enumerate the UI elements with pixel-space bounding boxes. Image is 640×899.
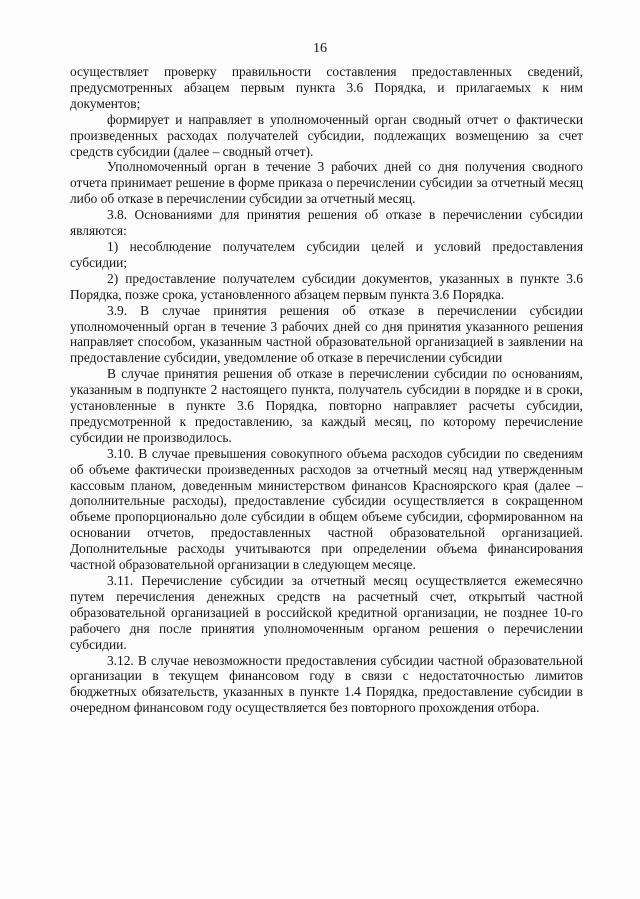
paragraph: 3.10. В случае превышения совокупного объема расходов субсидии по сведениям об объеме фактически произведенных расходов за отчетный месяц над утвержденным кассовым планом, доведенным министерством финансов Красноярского края (далее – дополнительные расходы), предоставление субсидии осуществляется в сокращенном объеме пропорционально доле субсидии в общем объеме субсидии, сформированном на основании отчетов, предоставленных частной образовательной организацией. Дополнительные расходы учитываются при определении объема финансирования частной образовательной организации в следующем месяце. [70,445,583,573]
page-number: 16 [313,41,327,56]
paragraph: 3.9. В случае принятия решения об отказе в перечислении субсидии уполномоченный орган в течение 3 рабочих дней со дня принятия указанного решения направляет способом, указанным частной образовательной организацией в заявлении на предоставление субсидии, уведомление об отказе в перечислении субсидии [70,302,583,366]
document-body [70,64,583,716]
paragraph: В случае принятия решения об отказе в перечислении субсидии по основаниям, указанным в подпункте 2 настоящего пункта, получатель субсидии в порядке и в сроки, установленные в пункте 3.6 Порядка, повторно направляет расчеты субсидии, предусмотренной к предоставлению, за каждый месяц, по которому перечисление субсидии не производилось. [70,366,583,445]
paragraph: 3.12. В случае невозможности предоставления субсидии частной образовательной организации в текущем финансовом году в связи с недостаточностью лимитов бюджетных обязательств, указанных в пункте 1.4 Порядка, предоставление субсидии в очередном финансовом году осуществляется без повторного прохождения отбора. [70,652,583,716]
paragraph: формирует и направляет в уполномоченный орган сводный отчет о фактически произведенных расходах получателей субсидии, подлежащих возмещению за счет средств субсидии (далее – сводный отчет). [70,111,583,159]
paragraph: Уполномоченный орган в течение 3 рабочих дней со дня получения сводного отчета принимает решение в форме приказа о перечислении субсидии за отчетный месяц либо об отказе в перечислении субсидии за отчетный месяц. [70,159,583,207]
paragraph: 3.8. Основаниями для принятия решения об отказе в перечислении субсидии являются: [70,207,583,239]
paragraph: 1) несоблюдение получателем субсидии целей и условий предоставления субсидии; [70,238,583,270]
paragraph: осуществляет проверку правильности составления предоставленных сведений, предусмотренных абзацем первым пункта 3.6 Порядка, и прилагаемых к ним документов; [70,64,583,111]
paragraph: 3.11. Перечисление субсидии за отчетный месяц осуществляется ежемесячно путем перечисления денежных средств на расчетный счет, открытый частной образовательной организацией в российской кредитной организации, не позднее 10-го рабочего дня после принятия уполномоченным органом решения о перечислении субсидии. [70,573,583,652]
paragraph: 2) предоставление получателем субсидии документов, указанных в пункте 3.6 Порядка, позже срока, установленного абзацем первым пункта 3.6 Порядка. [70,270,583,302]
